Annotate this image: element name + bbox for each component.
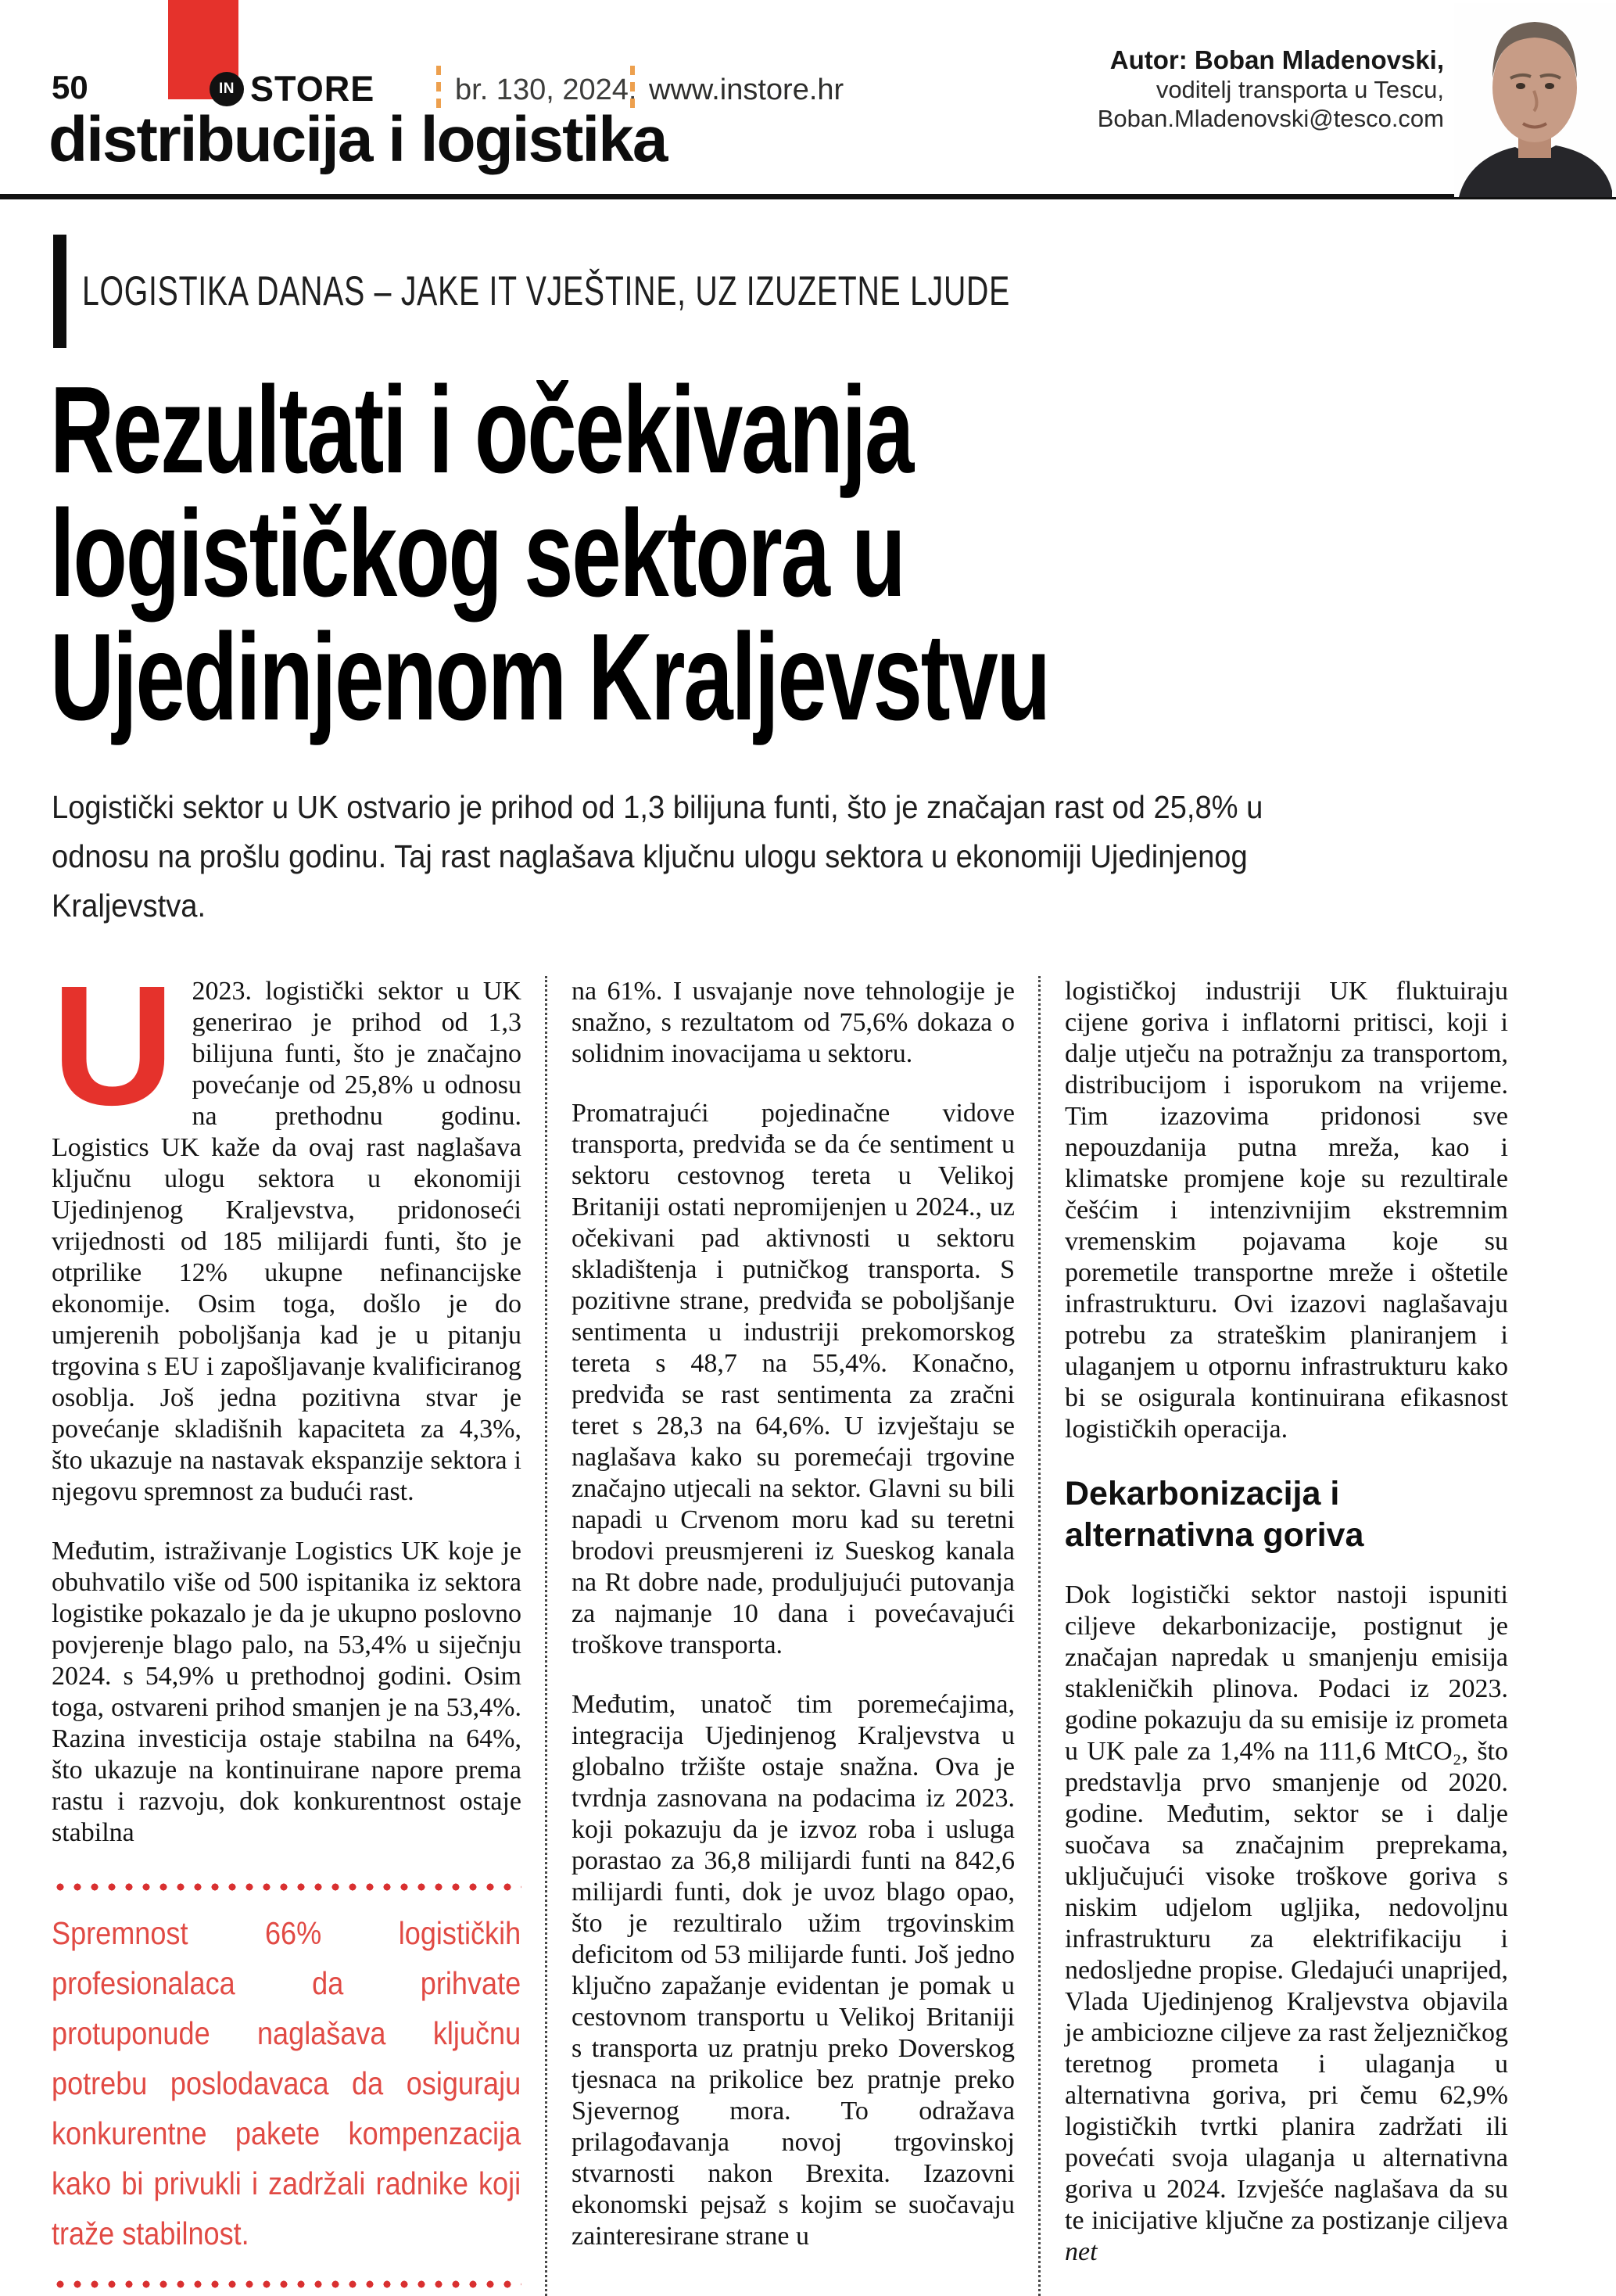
body-paragraph: Promatrajući pojedinačne vidove transporta, predviđa se da će sentiment u sektoru cestovnog tereta u Velikoj Britaniji ostati nepromijenjen u 2024., uz očekivani pad aktivnosti u sektoru skladištenja i putničkog transporta. S pozitivne strane, predviđa se poboljšanje sentimenta u industriji prekomorskog tereta s 48,7 na 55,4%. Konačno, predviđa se rast sentimenta za zračni teret s 28,3 na 64,6%. U izvještaju se naglašava kako su poremećaji trgovine značajno utjecali na sektor. Glavni su bili napadi u Crvenom moru kad su teretni brodovi preusmjereni iz Sueskog kanala na Rt dobre nade, produljujući putovanja za najmanje 10 dana i povećavajući troškove transporta. (572, 1099, 1015, 1659)
article-column-1 (52, 951, 521, 2296)
article-headline (50, 361, 1616, 746)
article-column-2 (545, 976, 1015, 2296)
headline-line: Ujedinjenom Kraljevstvu (50, 608, 1049, 746)
page-header (0, 0, 1616, 199)
body-paragraph: Međutim, istraživanje Logistics UK koje je obuhvatilo više od 500 ispitanika iz sektora logistike pokazalo je da je ukupno poslovno povjerenje blago palo, na 53,4% u siječnju 2024. s 54,9% u prethodnoj godini. Osim toga, ostvareni prihod smanjen je na 53,4%. Razina investicija ostaje stabilna na 64%, što ukazuje na kontinuirane napore prema rastu i razvoju, dok konkurentnost ostaje stabilna (52, 1537, 521, 1847)
body-paragraph: U 2023. logistički sektor u UK generirao je prihod od 1,3 bilijuna funti, što je značajno povećanje od 25,8% u odnosu na prethodnu godinu. Logistics UK kaže da ovaj rast naglašava ključnu ulogu sektora u ekonomiji Ujedinjenog Kraljevstva, pridonoseći vrijednosti od 185 milijardi funti, što je otprilike 12% ukupne nefinancijske ekonomije. Osim toga, došlo je do umjerenih poboljšanja kad je u pitanju trgovina s EU i zapošljavanje kvalificiranog osoblja. Još jedna pozitivna stvar je povećanje skladišnih kapaciteta za 4,3%, što ukazuje na nastavak ekspanzije sektora i njegovu spremnost za budući rast. (52, 951, 521, 1506)
lead-wrap (52, 783, 1266, 931)
italic-term: net (1065, 2237, 1098, 2266)
author-role: voditelj transporta u Tescu, (1156, 75, 1444, 103)
drop-cap: U (52, 951, 175, 1141)
author-email-link[interactable]: Boban.Mladenovski@tesco.com (1097, 104, 1444, 132)
logo-store-text: STORE (250, 69, 375, 109)
in-circle-icon: IN (210, 72, 244, 106)
pull-quote-text: Spremnost 66% logističkih profesionalaca da prihvate protuponude naglašava ključnu potrebu poslodavaca da osiguraju konkurentne pakete kompenzacija kako bi privukli i zadržali radnike koji traže stabilnost. (52, 1915, 521, 2251)
headline-line: logističkog sektora u (50, 485, 905, 622)
kicker (53, 235, 1616, 348)
body-paragraph: logističkoj industriji UK fluktuiraju cijene goriva i inflatorni pritisci, koji i dalje utječu na potražnju za transportom, distribucijom i isporukom na vrijeme. Tim izazovima pridonosi sve nepouzdanija putna mreža, kao i klimatske promjene koje su rezultirale češćim i intenzivnijim ekstremnim vremenskim pojavama koje su poremetile transportne mreže i oštetile infrastrukturu. Ovi izazovi naglašavaju potrebu za strateškim planiranjem i ulaganjem u otpornu infrastrukturu kako bi se osigurala kontinuirana efikasnost logističkih operacija. (1065, 977, 1508, 1444)
kicker-bar (53, 235, 66, 348)
article-column-3 (1038, 976, 1508, 2296)
subheading: Dekarbonizacija i alternativna goriva (1065, 1475, 1364, 1554)
author-name: Autor: Boban Mladenovski, (1109, 45, 1444, 74)
header-separator-icon (436, 66, 441, 108)
author-block (1098, 45, 1444, 133)
article-columns (52, 951, 1564, 2296)
body-paragraph: na 61%. I usvajanje nove tehnologije je snažno, s rezultatom od 75,6% dokaza o solidnim inovacijama u sektoru. (572, 977, 1015, 1068)
issue-number: br. 130, 2024. (455, 74, 637, 106)
headline-line: Rezultati i očekivanja (50, 361, 913, 499)
header-separator-icon (630, 66, 635, 108)
section-title: distribucija i logistika (48, 104, 667, 175)
author-photo (1454, 3, 1616, 197)
kicker-text: LOGISTIKA DANAS – JAKE IT VJEŠTINE, UZ IZUZETNE LJUDE (82, 268, 1011, 314)
lead-paragraph: Logistički sektor u UK ostvario je prihod od 1,3 bilijuna funti, što je značajan rast od 25,8% u odnosu na prošlu godinu. Taj rast naglašava ključnu ulogu sektora u ekonomiji Ujedinjenog Kraljevstva. (52, 789, 1263, 924)
body-paragraph: Dok logistički sektor nastoji ispuniti ciljeve dekarbonizacije, postignut je značajan napredak u smanjenju emisija stakleničkih plinova. Podaci iz 2023. godine pokazuju da su emisije iz prometa u UK pale za 1,4% na 111,6 MtCO₂, što predstavlja prvo smanjenje od 2020. godine. Međutim, sektor se i dalje suočava sa značajnim preprekama, uključujući visoke troškove goriva s niskim udjelom ugljika, nedovoljnu infrastrukturu za elektrifikaciju i nedosljedne propise. Gledajući unaprijed, Vlada Ujedinjenog Kraljevstva objavila je ambiciozne ciljeve za rast željezničkog teretnog prometa i ulaganja u alternativna goriva, pri čemu 62,9% logističkih tvrtki planira zadržati ili povećati svoja ulaganja u alternativna goriva u 2024. Izvješće naglašava da su te inicijative ključne za postizanje ciljeva net (1065, 1580, 1508, 2266)
body-paragraph: Međutim, unatoč tim poremećajima, integracija Ujedinjenog Kraljevstva u globalno tržište ostaje snažna. Ova je tvrdnja zasnovana na podacima iz 2023. koji pokazuju da je izvoz roba i usluga porastao za 36,8 milijardi funti na 842,6 milijardi funti, dok je uvoz blago opao, što je rezultiralo užim trgovinskim deficitom od 53 milijarde funti. Još jedno ključno zapažanje evidentan je pomak u cestovnom transportu u Velikoj Britaniji s transporta uz pratnju preko Doverskog tjesnaca na prikolice bez pratnje preko Sjevernog mora. To odražava prilagođavanja novoj trgovinskoj stvarnosti nakon Brexita. Izazovni ekonomski pejsaž s kojim se suočavaju zainteresirane strane u (572, 1690, 1015, 2251)
pull-quote (52, 1883, 521, 2288)
website-link[interactable]: www.instore.hr (649, 74, 844, 106)
page-number: 50 (52, 69, 88, 106)
